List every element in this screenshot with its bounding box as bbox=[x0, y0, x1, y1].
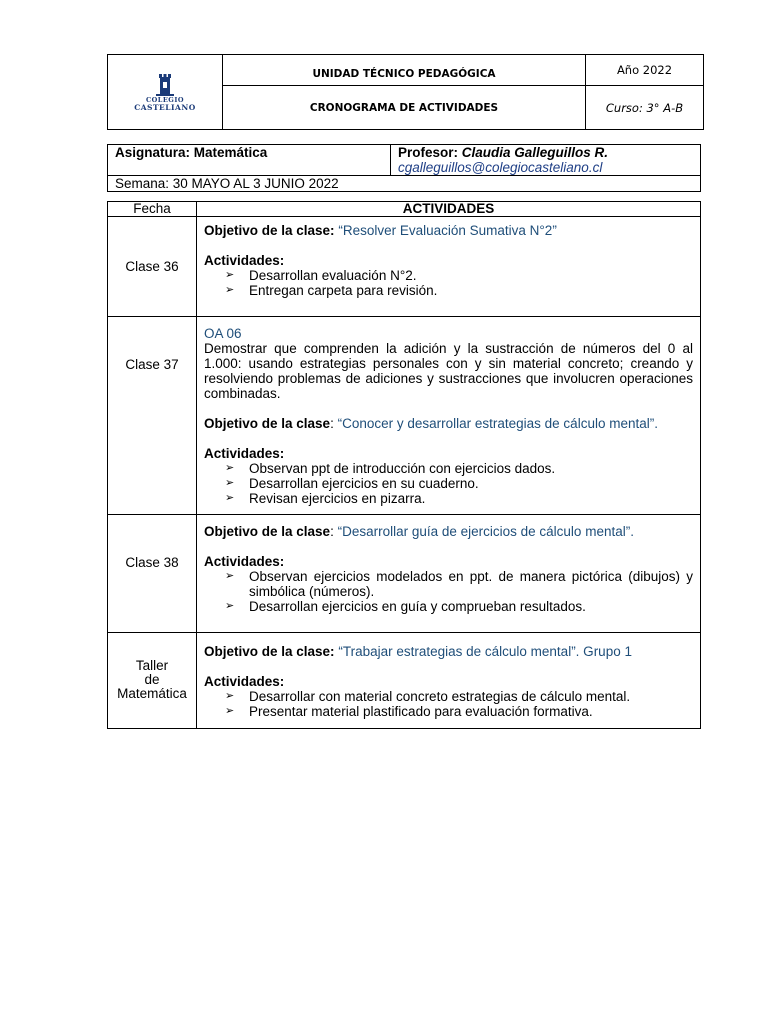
arrow-bullet-icon: ➢ bbox=[225, 492, 235, 504]
row-date: Clase 38 bbox=[108, 515, 197, 633]
list-item: ➢ Presentar material plastificado para evaluación formativa. bbox=[225, 704, 593, 719]
objective-text: “Trabajar estrategias de cálculo mental”. Grupo 1 bbox=[338, 644, 632, 659]
row-content: Objetivo de la clase: “Desarrollar guía de ejercicios de cálculo mental”. Actividades: ➢ Observan ejercicios modelados en ppt. de manera pictórica (dibujos) y simbólica (números). ➢ Desarrollan ejercicios en guía y comprueban resultados. bbox=[197, 515, 701, 633]
objective-text: “Desarrollar guía de ejercicios de cálculo mental”. bbox=[337, 524, 634, 539]
objective-text: “Resolver Evaluación Sumativa N°2” bbox=[338, 223, 557, 238]
objective-label: Objetivo de la clase: bbox=[204, 223, 335, 238]
activity-list bbox=[204, 689, 693, 719]
table-row bbox=[108, 633, 701, 729]
activities-label: Actividades: bbox=[204, 253, 285, 268]
arrow-bullet-icon: ➢ bbox=[225, 284, 235, 296]
list-item: ➢ Desarrollan ejercicios en su cuaderno. bbox=[225, 476, 479, 491]
row-content bbox=[197, 217, 701, 317]
subject-label: Asignatura: Matemática bbox=[108, 145, 391, 176]
objective-label: Objetivo de la clase bbox=[204, 524, 331, 539]
activity-list bbox=[204, 461, 693, 506]
row-content: OA 06 Demostrar que comprenden la adición y la sustracción de números del 0 al 1.000: usando estrategias personales con y sin material concreto; creando y resolviendo problemas de adiciones y sustracciones que involucren operaciones combinadas. Objetivo de la clase: “Conocer y desarrollar estrategias de cálculo mental”. Actividades: ➢ Observan ppt de introducción con ejercicios dados. ➢ Desarrollan ejercicios en su cuaderno. ➢ Revisan ejercicios en pizarra. bbox=[197, 317, 701, 515]
table-row bbox=[108, 217, 701, 317]
oa-text: Demostrar que comprenden la adición y la sustracción de números del 0 al 1.000: usando estrategias personales con y sin material concreto; creando y resolviendo problemas de adiciones y sustracciones que involucren operaciones combinadas. bbox=[204, 341, 693, 401]
castle-tower-icon bbox=[154, 73, 176, 97]
activity-list bbox=[204, 268, 693, 298]
arrow-bullet-icon: ➢ bbox=[225, 269, 235, 281]
logo-line2: CASTELIANO bbox=[134, 103, 196, 112]
activities-label: Actividades: bbox=[204, 554, 285, 569]
logo-line1: COLEGIO bbox=[145, 96, 185, 104]
row-content bbox=[197, 633, 701, 729]
week-label: Semana: 30 MAYO AL 3 JUNIO 2022 bbox=[108, 176, 701, 192]
teacher-email[interactable]: cgalleguillos@colegiocasteliano.cl bbox=[398, 160, 603, 175]
list-item: ➢ Observan ppt de introducción con ejercicios dados. bbox=[225, 461, 556, 476]
schedule-title: CRONOGRAMA DE ACTIVIDADES bbox=[223, 86, 586, 130]
year-label: Año 2022 bbox=[586, 55, 704, 86]
objective-text: “Conocer y desarrollar estrategias de cálculo mental”. bbox=[337, 416, 658, 431]
objective-label: Objetivo de la clase: bbox=[204, 644, 335, 659]
row-date: Taller de Matemática bbox=[108, 633, 197, 729]
activities-label: Actividades: bbox=[204, 446, 285, 461]
list-item: ➢ Desarrollan evaluación N°2. bbox=[225, 268, 417, 283]
list-item: ➢ Entregan carpeta para revisión. bbox=[225, 283, 438, 298]
table-row bbox=[108, 317, 701, 515]
list-item: ➢ Desarrollar con material concreto estrategias de cálculo mental. bbox=[225, 689, 631, 704]
header-date: Fecha bbox=[108, 202, 197, 217]
school-logo bbox=[108, 73, 222, 111]
objective-label: Objetivo de la clase bbox=[204, 416, 331, 431]
table-row bbox=[108, 515, 701, 633]
info-table bbox=[107, 144, 701, 192]
header-activities: ACTIVIDADES bbox=[197, 202, 701, 217]
activities-table bbox=[107, 201, 701, 729]
unit-title: UNIDAD TÉCNICO PEDAGÓGICA bbox=[223, 55, 586, 86]
arrow-bullet-icon: ➢ bbox=[225, 705, 235, 717]
teacher-label: Profesor: bbox=[398, 145, 462, 160]
logo-cell bbox=[108, 55, 223, 130]
header-table bbox=[107, 54, 704, 130]
course-label: Curso: 3° A-B bbox=[586, 86, 704, 130]
arrow-bullet-icon: ➢ bbox=[225, 690, 235, 702]
list-item: ➢ Desarrollan ejercicios en guía y comprueban resultados. bbox=[225, 599, 586, 614]
oa-code: OA 06 bbox=[204, 326, 242, 341]
arrow-bullet-icon: ➢ bbox=[225, 570, 235, 582]
list-item: ➢ Observan ejercicios modelados en ppt. de manera pictórica (dibujos) y simbólica (números). bbox=[225, 569, 693, 599]
list-item: ➢ Revisan ejercicios en pizarra. bbox=[225, 491, 426, 506]
arrow-bullet-icon: ➢ bbox=[225, 462, 235, 474]
row-date: Clase 37 bbox=[108, 317, 197, 515]
arrow-bullet-icon: ➢ bbox=[225, 600, 235, 612]
arrow-bullet-icon: ➢ bbox=[225, 477, 235, 489]
teacher-name: Claudia Galleguillos R. bbox=[461, 145, 609, 160]
activities-label: Actividades: bbox=[204, 674, 285, 689]
row-date: Clase 36 bbox=[108, 217, 197, 317]
activity-list bbox=[204, 569, 693, 614]
teacher-cell bbox=[391, 145, 701, 176]
